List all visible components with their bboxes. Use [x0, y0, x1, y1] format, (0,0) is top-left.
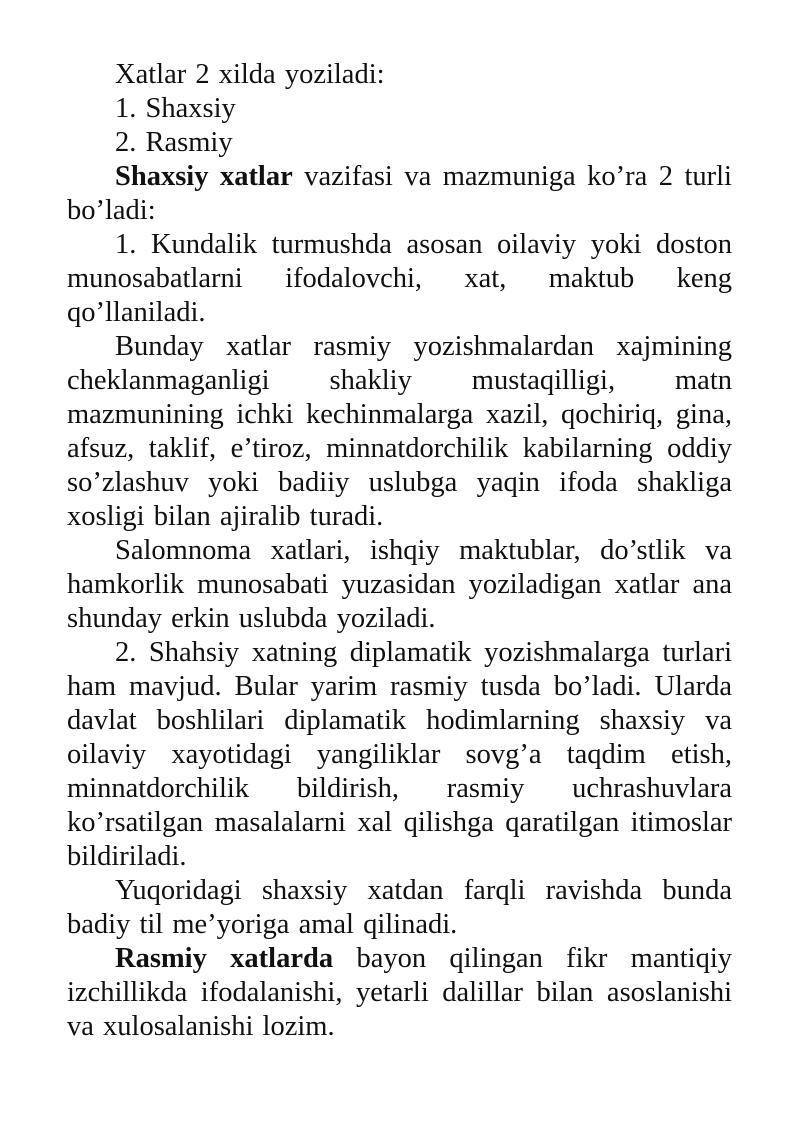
paragraph-artistic-language: Yuqoridagi shaxsiy xatdan farqli ravishda bunda badiy til me’yoriga amal qilinadi.	[67, 875, 732, 940]
list-item-shaxsiy: 1. Shaxsiy	[115, 93, 236, 124]
term-shaxsiy-xatlar: Shaxsiy xatlar	[115, 161, 293, 192]
term-rasmiy-xatlarda: Rasmiy xatlarda	[115, 943, 334, 974]
paragraph-letter-features: Bunday xatlar rasmiy yozishmalardan xajmining cheklanmaganligi shakliy mustaqilligi, matn mazmunining ichki kechinmalarga xazil, qochiriq, gina, afsuz, taklif, e’tiroz, minnatdorchilik kabilarning oddiy so’zlashuv yoki badiiy uslubga yaqin ifoda shakliga xosligi bilan ajiralib turadi.	[67, 331, 732, 532]
paragraph-official-letters	[67, 942, 732, 1044]
paragraph-letter-examples: Salomnoma xatlari, ishqiy maktublar, do’stlik va hamkorlik munosabati yuzasidan yoziladigan xatlar ana shunday erkin uslubda yoziladi.	[67, 535, 732, 634]
paragraph-diplomatic-letters: 2. Shahsiy xatning diplamatik yozishmalarga turlari ham mavjud. Bular yarim rasmiy tusda bo’ladi. Ularda davlat boshlilari diplamatik hodimlarning shaxsiy va oilaviy xayotidagi yangiliklar sovg’a taqdim etish, minnatdorchilik bildirish, rasmiy uchrashuvlara ko’rsatilgan masalalarni xal qilishga qaratilgan itimoslar bildiriladi.	[67, 637, 732, 872]
paragraph-text: vazifasi va mazmuniga ko’ra 2 turli bo’ladi:	[67, 161, 732, 226]
document-page	[67, 58, 732, 1044]
intro-line: Xatlar 2 xilda yoziladi:	[115, 59, 385, 90]
paragraph-personal-letters	[67, 160, 732, 228]
paragraph-everyday-letters: 1. Kundalik turmushda asosan oilaviy yoki doston munosabatlarni ifodalovchi, xat, maktub keng qo’llaniladi.	[67, 229, 732, 328]
paragraph-text: bayon qilingan fikr mantiqiy izchillikda ifodalanishi, yetarli dalillar bilan asoslanishi va xulosalanishi lozim.	[67, 943, 732, 1042]
list-item-rasmiy: 2. Rasmiy	[115, 127, 233, 158]
